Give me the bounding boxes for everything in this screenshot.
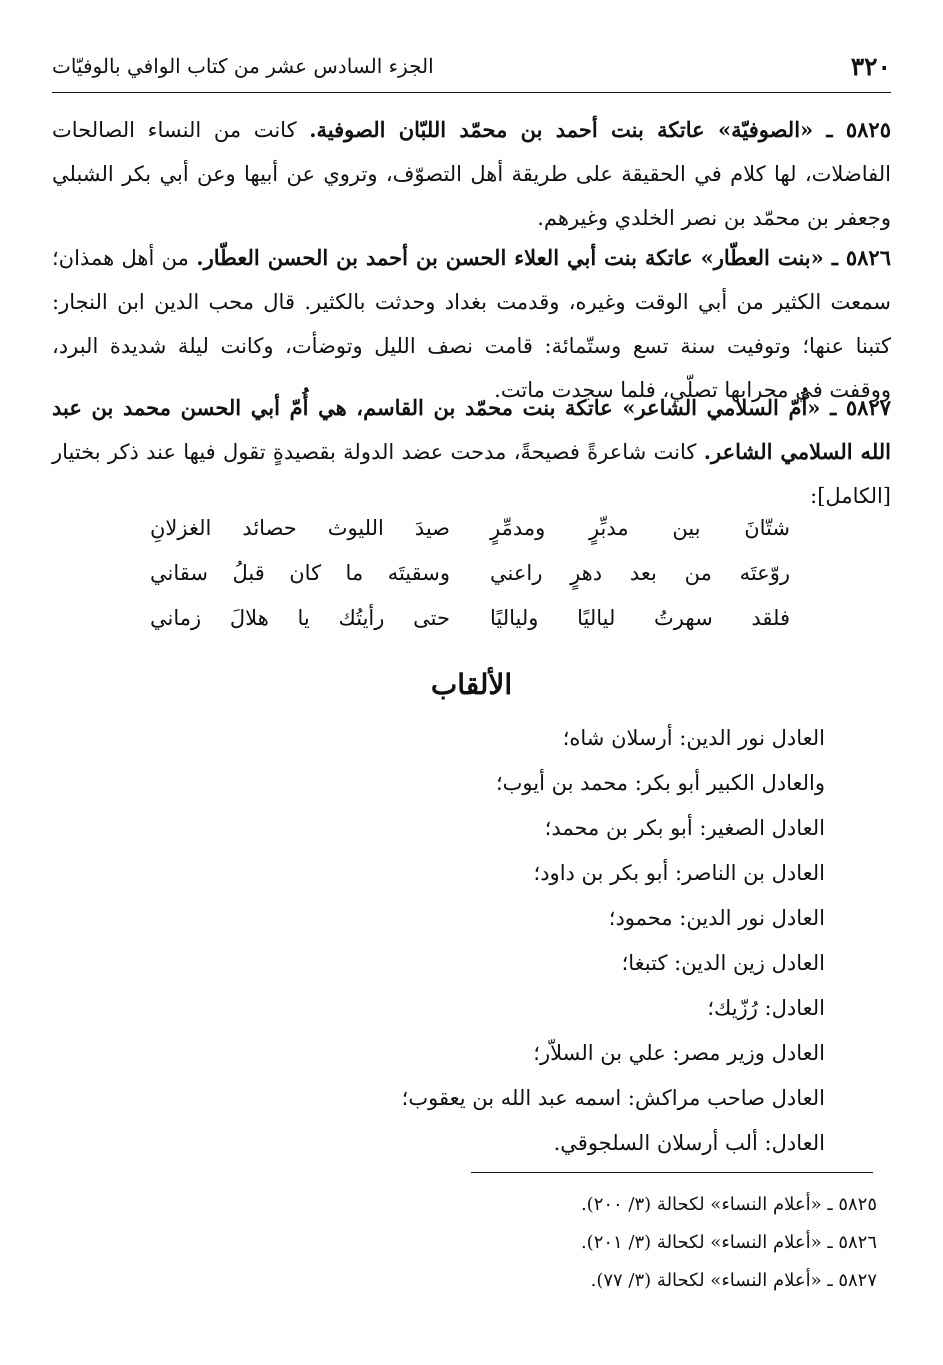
laqab-item: العادل: ألب أرسلان السلجوقي.	[553, 1131, 825, 1155]
poem-verses	[150, 516, 790, 651]
entry-text: من أهل همذان؛ سمعت الكثير من أبي الوقت وغيره، وقدمت بغداد وحدثت بالكثير. قال محب الدين ابن النجار: كتبنا عنها؛ وتوفيت سنة تسع وستّمائة: قامت نصف الليل وتوضأت، وكانت ليلة شديدة البرد، ووقفت في محرابها تصلّي، فلما سجدت ماتت.	[52, 246, 891, 402]
verse-line	[150, 561, 790, 606]
running-title: الجزء السادس عشر من كتاب الوافي بالوفيّات	[52, 54, 434, 78]
footnote-divider	[471, 1172, 873, 1173]
verse-first-hemistich: روّعتَه من بعد دهرٍ راعني	[490, 561, 790, 585]
verse-second-hemistich: حتى رأيتُك يا هلالَ زماني	[150, 606, 450, 630]
biography-entry-5825	[52, 108, 891, 240]
entry-text: كانت شاعرةً فصيحةً، مدحت عضد الدولة بقصيدةٍ تقول فيها عند ذكر بختيار [الكامل]:	[52, 440, 891, 508]
page-number: ٣٢٠	[850, 52, 891, 81]
laqab-item: العادل الصغير: أبو بكر بن محمد؛	[544, 816, 825, 840]
verse-line	[150, 606, 790, 651]
entry-heading: ٥٨٢٧ ـ «أُمّ السلامي الشاعر» عاتكة بنت محمّد بن القاسم، هي أُمّ أبي الحسن محمد بن عبد الله السلامي الشاعر.	[52, 395, 891, 464]
laqab-item: العادل وزير مصر: علي بن السلاّر؛	[533, 1041, 825, 1065]
section-title: الألقاب	[430, 668, 513, 701]
biography-entry-5827	[52, 386, 891, 518]
verse-second-hemistich: صيدَ الليوث حصائد الغزلانِ	[150, 516, 450, 540]
entry-text: كانت من النساء الصالحات الفاضلات، لها كلام في الحقيقة على طريقة أهل التصوّف، وتروي عن أبيها وعن أبي بكر الشبلي وجعفر بن محمّد بن نصر الخلدي وغيرهم.	[52, 118, 891, 230]
laqab-item: العادل زين الدين: كتبغا؛	[621, 951, 825, 975]
laqab-list	[125, 716, 825, 1166]
footnote: ٥٨٢٥ ـ «أعلام النساء» لكحالة (٣/ ٢٠٠).	[580, 1194, 877, 1215]
laqab-item: العادل نور الدين: أرسلان شاه؛	[562, 726, 825, 750]
footnote: ٥٨٢٦ ـ «أعلام النساء» لكحالة (٣/ ٢٠١).	[580, 1232, 877, 1253]
laqab-item: العادل: رُزّيك؛	[707, 996, 825, 1020]
footnote: ٥٨٢٧ ـ «أعلام النساء» لكحالة (٣/ ٧٧).	[590, 1270, 877, 1291]
verse-first-hemistich: شتّانَ بين مدبِّرٍ ومدمِّرٍ	[490, 516, 790, 540]
laqab-item: العادل بن الناصر: أبو بكر بن داود؛	[533, 861, 825, 885]
entry-heading: ٥٨٢٥ ـ «الصوفيّة» عاتكة بنت أحمد بن محمّد اللبّان الصوفية.	[309, 117, 891, 142]
laqab-item: العادل صاحب مراكش: اسمه عبد الله بن يعقوب؛	[401, 1086, 825, 1110]
footnotes	[177, 1186, 877, 1300]
page-header	[52, 48, 891, 93]
laqab-item: والعادل الكبير أبو بكر: محمد بن أيوب؛	[495, 771, 825, 795]
entry-heading: ٥٨٢٦ ـ «بنت العطّار» عاتكة بنت أبي العلاء الحسن بن أحمد بن الحسن العطّار.	[196, 245, 891, 270]
verse-first-hemistich: فلقد سهرتُ لياليًا ولياليًا	[490, 606, 790, 630]
verse-line	[150, 516, 790, 561]
verse-second-hemistich: وسقيتَه ما كان قبلُ سقاني	[150, 561, 450, 585]
laqab-item: العادل نور الدين: محمود؛	[608, 906, 825, 930]
